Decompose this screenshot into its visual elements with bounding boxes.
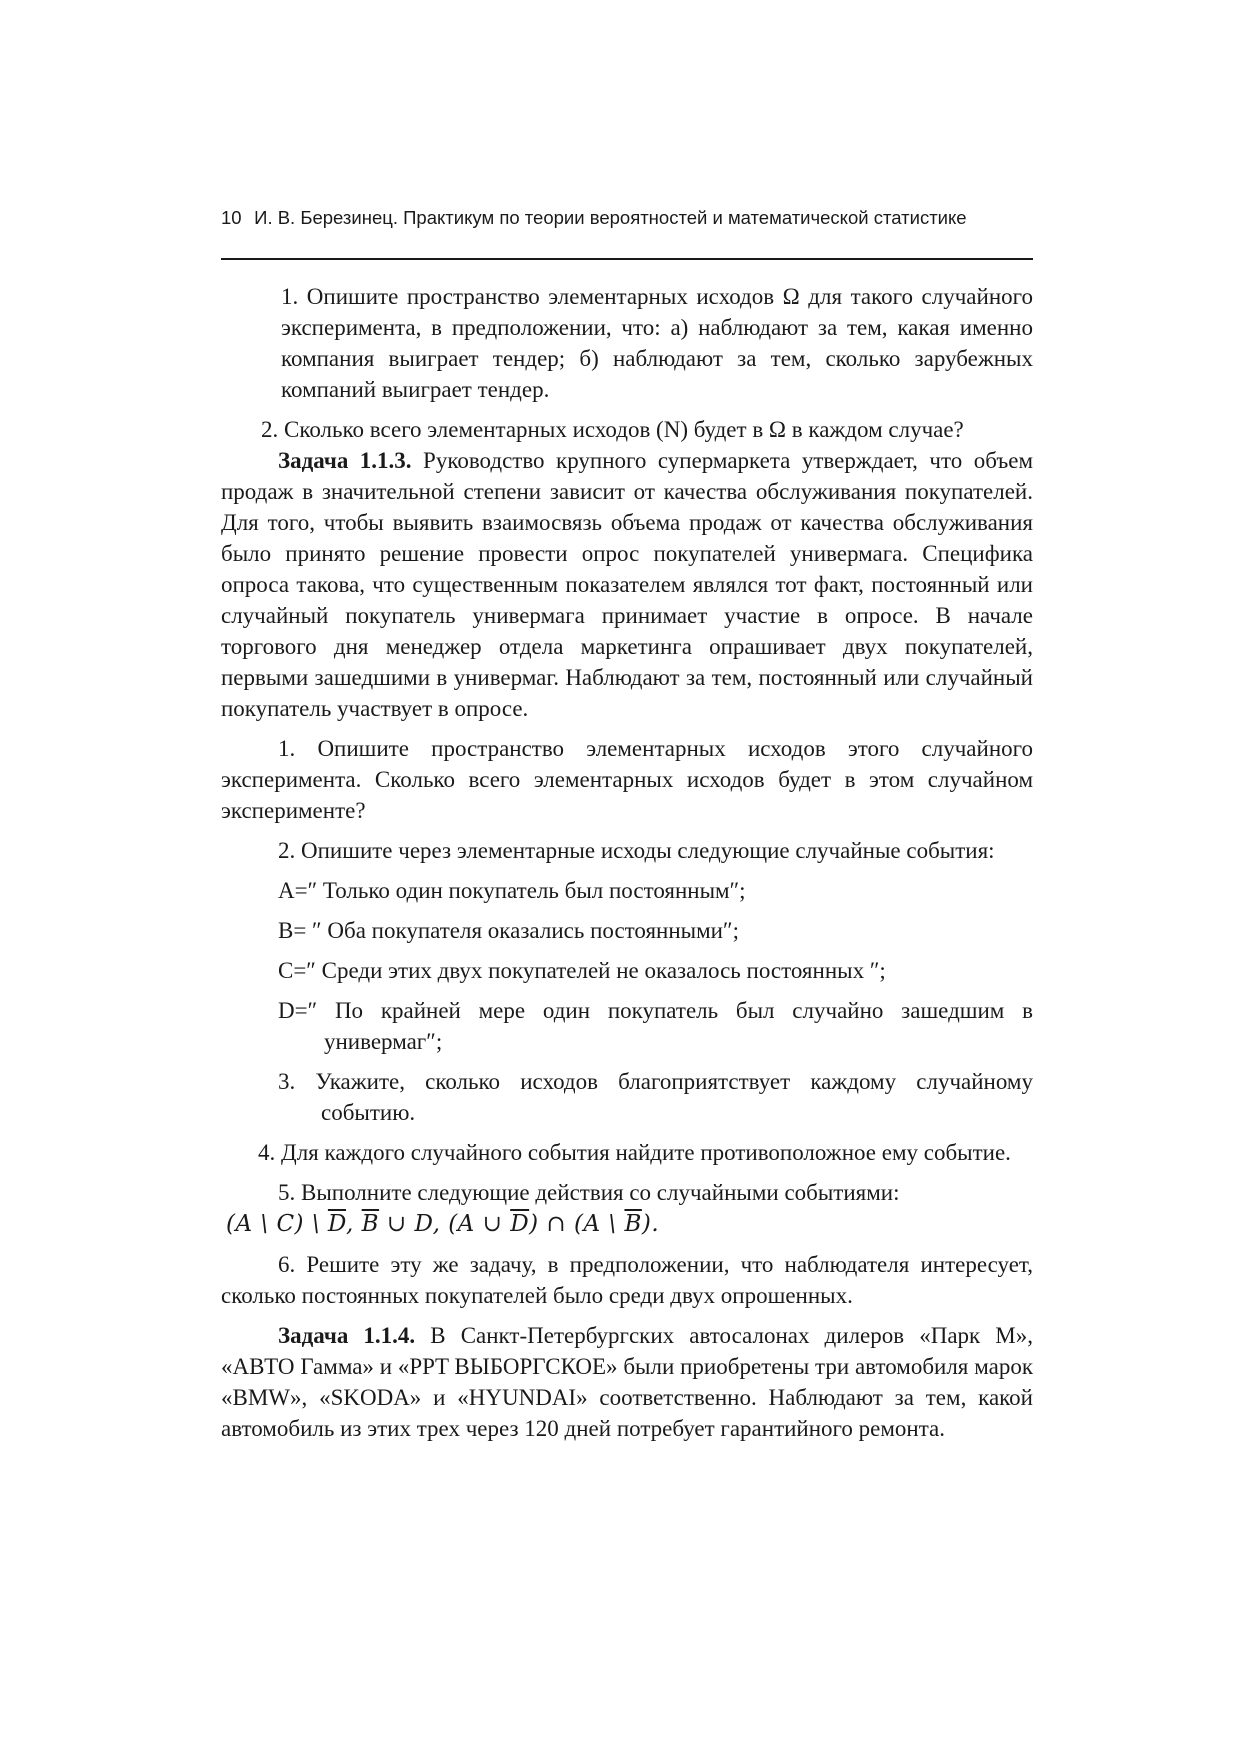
formula-part: (A \ C) \ <box>226 1211 328 1237</box>
formula-overline-d: $\overline{D}$ <box>510 1211 530 1237</box>
formula-sep: , <box>346 1211 362 1237</box>
running-header <box>221 207 1033 229</box>
event-a: A=″ Только один покупатель был постоянным″; <box>278 878 746 903</box>
formula-overline-d: $\overline{D}$ <box>327 1211 347 1237</box>
paragraph-p2: 2. Сколько всего элементарных исходов (N) будет в Ω в каждом случае? <box>261 417 964 442</box>
header-rule <box>221 258 1033 260</box>
question-6: 6. Решите эту же задачу, в предположении, что наблюдателя интересует, сколько постоянных покупателей было среди двух опрошенных. <box>221 1252 1033 1308</box>
formula-sep: , <box>432 1211 449 1237</box>
question-2: 2. Опишите через элементарные исходы следующие случайные события: <box>278 838 995 863</box>
task-1-1-4 <box>221 1320 1033 1444</box>
event-b: B= ″ Оба покупателя оказались постоянными″; <box>278 918 739 943</box>
event-d: D=″ По крайней мере один покупатель был случайно зашедшим в универмаг″; <box>278 998 1033 1054</box>
formula-part: ∪ D <box>379 1211 433 1237</box>
formula-part: ). <box>641 1211 660 1237</box>
running-title: И. В. Березинец. Практикум по теории вероятностей и математической статистике <box>254 207 967 228</box>
formula-part: (A ∪ <box>448 1211 511 1237</box>
task-1-1-3-text: Руководство крупного супермаркета утверждает, что объем продаж в значительной степени зависит от качества обслуживания покупателей. Для того, чтобы выявить взаимосвязь объема продаж от качества обслуживания было принято решение провести опрос покупателей универмага. Специфика опроса такова, что существенным показателем являлся тот факт, постоянный или случайный покупатель универмага принимает участие в опросе. В начале торгового дня менеджер отдела маркетинга опрашивает двух покупателей, первыми зашедшими в универмаг. Наблюдают за тем, постоянный или случайный покупатель участвует в опросе. <box>221 448 1033 721</box>
question-3: 3. Укажите, сколько исходов благоприятствует каждому случайному событию. <box>278 1069 1033 1125</box>
page-body <box>221 281 1033 1444</box>
formula-line <box>221 1208 1033 1240</box>
question-5 <box>221 1177 1033 1208</box>
paragraph-p1: 1. Опишите пространство элементарных исходов Ω для такого случайного эксперимента, в предположении, что: а) наблюдают за тем, какая именно компания выиграет тендер; б) наблюдают за тем, сколько зарубежных компаний выиграет тендер. <box>281 284 1033 402</box>
page-number: 10 <box>221 207 242 228</box>
task-1-1-4-text: В Санкт-Петербургских автосалонах дилеров «Парк М», «АВТО Гамма» и «PPT ВЫБОРГСКОЕ» были приобретены три автомобиля марок «BMW», «SKODA» и «HYUNDAI» соответственно. Наблюдают за тем, какой автомобиль из этих трех через 120 дней потребует гарантийного ремонта. <box>221 1323 1033 1441</box>
formula-overline-b: $\overline{B}$ <box>361 1211 380 1237</box>
formula-part: ) ∩ (A \ <box>529 1211 625 1237</box>
question-5-text: 5. Выполните следующие действия со случайными событиями: <box>278 1180 900 1205</box>
task-1-1-4-label: Задача 1.1.4. <box>278 1323 416 1348</box>
formula-overline-b: $\overline{B}$ <box>624 1211 642 1237</box>
task-1-1-3 <box>221 445 1033 724</box>
task-1-1-3-label: Задача 1.1.3. <box>278 448 412 473</box>
event-c: C=″ Среди этих двух покупателей не оказалось постоянных ″; <box>278 958 886 983</box>
question-4: 4. Для каждого случайного события найдите противоположное ему событие. <box>258 1140 1011 1165</box>
formula <box>226 1211 659 1237</box>
question-1: 1. Опишите пространство элементарных исходов этого случайного эксперимента. Сколько всего элементарных исходов будет в этом случайном эксперименте? <box>221 736 1033 823</box>
